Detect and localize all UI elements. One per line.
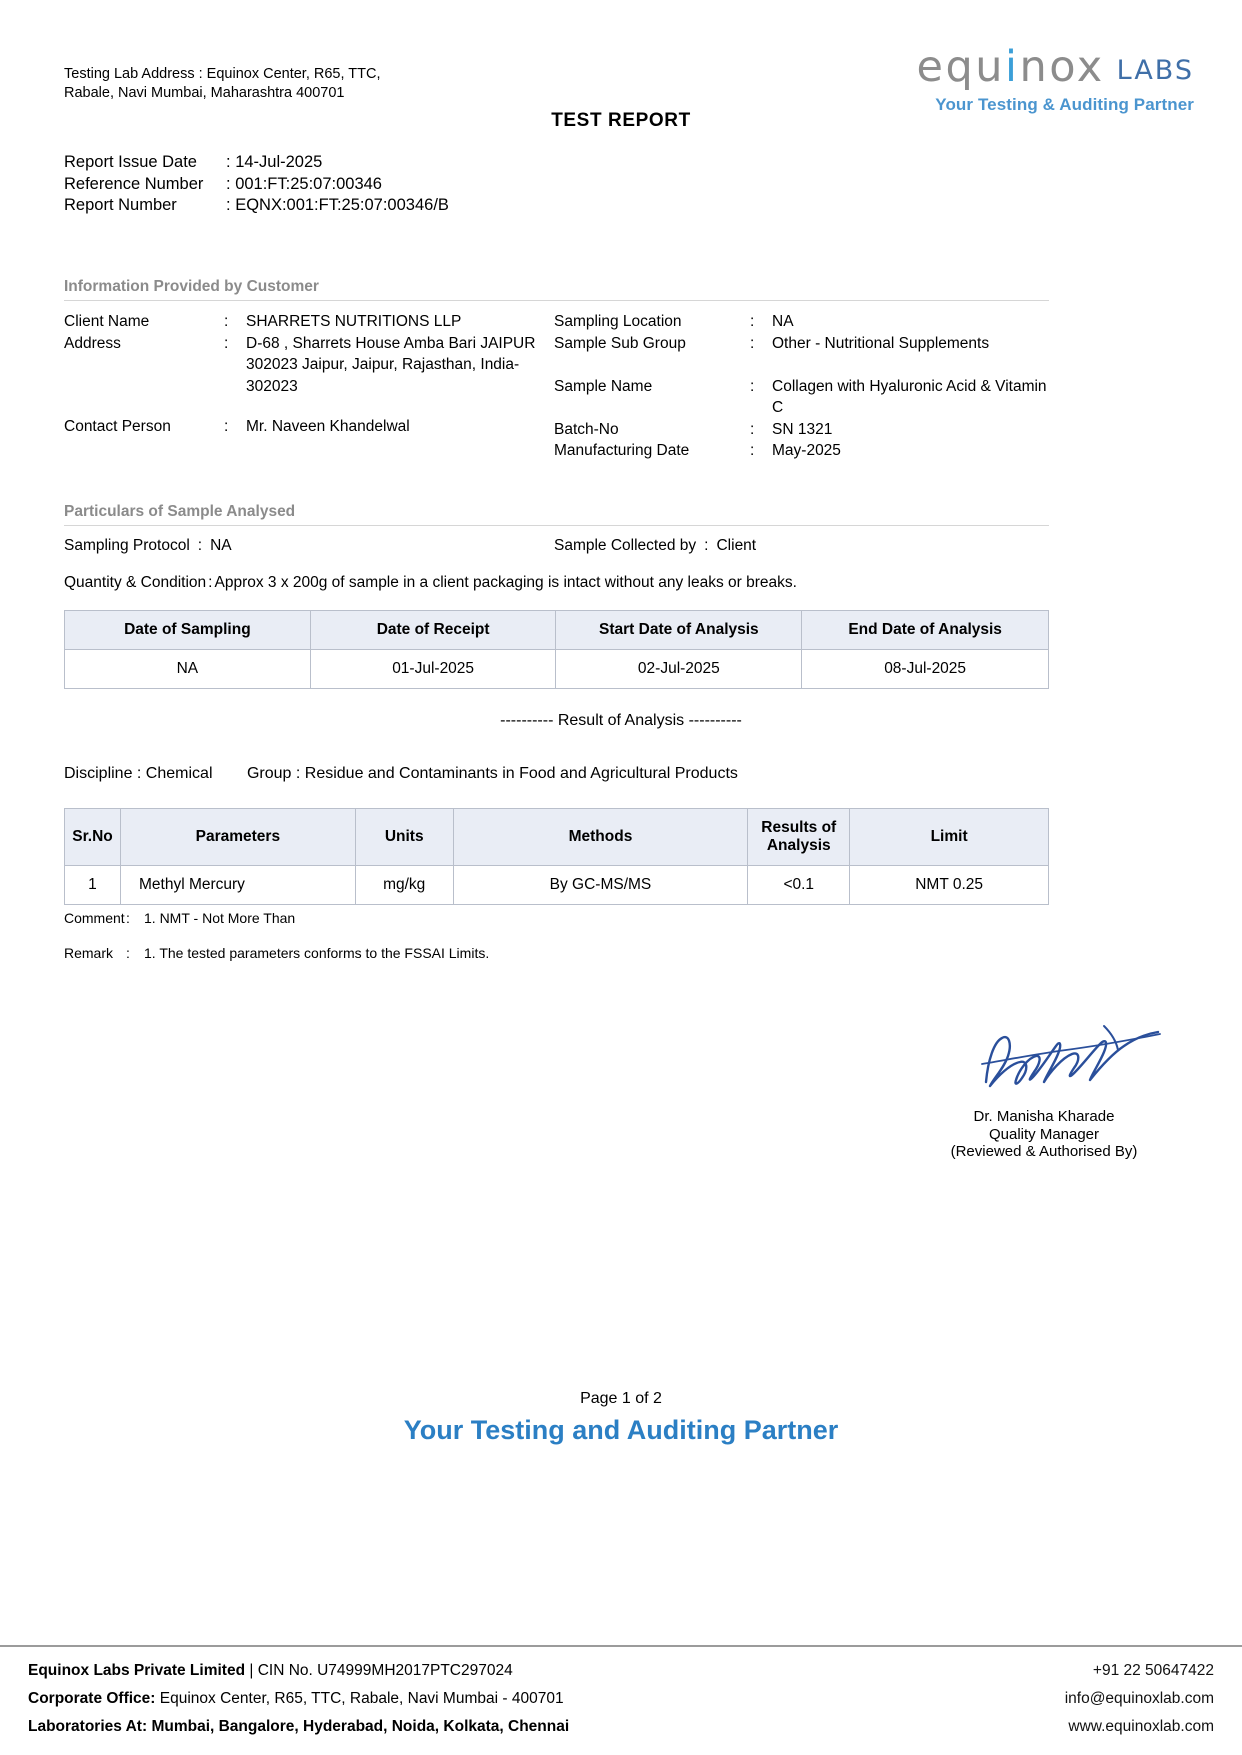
footer-left-text [28, 1685, 564, 1713]
results-table [64, 808, 1049, 905]
colon: : [226, 153, 231, 171]
cell-units: mg/kg [355, 866, 453, 905]
field-address [64, 333, 554, 398]
field-sample-name [554, 376, 1049, 419]
result-of-analysis-banner: ---------- Result of Analysis ---------- [500, 712, 742, 729]
field-value: Approx 3 x 200g of sample in a client packaging is intact without any leaks or breaks. [214, 574, 797, 591]
footer-separator: | [245, 1662, 258, 1679]
column-header-limit: Limit [850, 809, 1049, 866]
footer-office-label: Corporate Office: [28, 1690, 156, 1707]
field-label: Quantity & Condition [64, 574, 207, 591]
page-footer [0, 1645, 1242, 1755]
comment-value: 1. NMT - Not More Than [144, 910, 296, 926]
cell-srno: 1 [65, 866, 121, 905]
reference-number-value [226, 174, 382, 196]
customer-info-section [64, 278, 1049, 511]
colon: : [224, 334, 229, 352]
cell-date-of-sampling: NA [65, 650, 311, 689]
cell-limit: NMT 0.25 [850, 866, 1049, 905]
field-value: SN 1321 [772, 420, 833, 438]
dates-table-body [65, 650, 1049, 689]
footer-row [28, 1657, 1214, 1685]
report-number-label: Report Number [64, 196, 177, 214]
footer-left-text [28, 1713, 569, 1741]
customer-info-right-column [554, 311, 1049, 462]
footer-phone[interactable]: +91 22 50647422 [1092, 1662, 1214, 1679]
cell-method: By GC-MS/MS [453, 866, 748, 905]
column-header-methods: Methods [453, 809, 748, 866]
field-sample-sub-group [554, 333, 1049, 355]
field-value: Other - Nutritional Supplements [772, 334, 990, 352]
equinox-wordmark [916, 42, 1105, 92]
signatory-authorisation-note: (Reviewed & Authorised By) [950, 1143, 1138, 1160]
discipline-group-row [64, 765, 738, 783]
report-meta-row [64, 195, 449, 217]
footer-company-name: Equinox Labs Private Limited [28, 1662, 246, 1679]
column-header-date-of-receipt: Date of Receipt [310, 611, 556, 650]
customer-info-grid [64, 311, 1049, 511]
cell-parameter: Methyl Mercury [120, 866, 355, 905]
field-label: Sample Sub Group [554, 334, 686, 352]
field-value: D-68 , Sharrets House Amba Bari JAIPUR 302023 Jaipur, Jaipur, Rajasthan, India-302023 [246, 334, 536, 395]
cell-end-date: 08-Jul-2025 [802, 650, 1049, 689]
logo-text-part1: equ [916, 42, 1006, 92]
page-title: TEST REPORT [551, 110, 691, 131]
report-meta [64, 152, 449, 217]
results-table-container [64, 808, 1049, 905]
dates-table [64, 610, 1049, 689]
results-table-body [65, 866, 1049, 905]
colon: : [750, 377, 755, 395]
discipline-text: Discipline : Chemical [64, 765, 213, 782]
field-label: Sample Collected by [554, 537, 697, 554]
particulars-row [64, 537, 1049, 559]
field-value: May-2025 [772, 442, 841, 459]
colon: : [224, 313, 229, 330]
dates-table-head [65, 611, 1049, 650]
column-header-srno: Sr.No [65, 809, 121, 866]
field-batch-no [554, 419, 1049, 441]
field-label: Manufacturing Date [554, 442, 690, 459]
field-manufacturing-date [554, 440, 1049, 462]
field-label: Sample Name [554, 377, 653, 395]
colon: : [704, 537, 709, 554]
field-value: SHARRETS NUTRITIONS LLP [246, 313, 462, 330]
labs-wordmark: LABS [1116, 55, 1194, 86]
colon: : [750, 313, 755, 330]
field-value: NA [210, 537, 232, 554]
page-number: Page 1 of 2 [580, 1390, 662, 1407]
company-logo [864, 42, 1194, 115]
remark-value: 1. The tested parameters conforms to the FSSAI Limits. [144, 945, 490, 961]
colon: : [750, 442, 755, 459]
column-header-end-date: End Date of Analysis [802, 611, 1049, 650]
report-issue-date-value [226, 152, 322, 174]
field-client-name [64, 311, 554, 333]
comment-row [64, 910, 295, 926]
field-sampling-protocol [64, 537, 232, 555]
report-meta-row [64, 174, 449, 196]
field-value: Client [716, 537, 757, 554]
column-header-date-of-sampling: Date of Sampling [65, 611, 311, 650]
value: 001:FT:25:07:00346 [235, 174, 382, 193]
logo-tagline: Your Testing & Auditing Partner [935, 95, 1194, 114]
column-header-results-of-analysis: Results of Analysis [748, 809, 850, 866]
logo-text-part2: nox [1019, 42, 1105, 92]
lab-address: Testing Lab Address : Equinox Center, R65, TTC, Rabale, Navi Mumbai, Maharashtra 400701 [64, 66, 381, 101]
particulars-heading: Particulars of Sample Analysed [64, 503, 1049, 526]
report-issue-date-label: Report Issue Date [64, 153, 197, 171]
table-header-row [65, 611, 1049, 650]
particulars-section [64, 503, 1049, 592]
signatory-name: Dr. Manisha Kharade [973, 1108, 1115, 1125]
colon: : [750, 334, 755, 352]
table-row [65, 650, 1049, 689]
remark-label: Remark [64, 945, 114, 961]
table-row [65, 866, 1049, 905]
footer-tagline: Your Testing and Auditing Partner [403, 1415, 839, 1445]
table-header-row [65, 809, 1049, 866]
column-header-units: Units [355, 809, 453, 866]
dates-table-container [64, 610, 1049, 689]
group-text: Group : Residue and Contaminants in Food and Agricultural Products [246, 765, 738, 782]
colon: : [208, 574, 213, 591]
field-sample-collected-by [554, 537, 756, 555]
field-value: Mr. Naveen Khandelwal [246, 418, 410, 435]
report-meta-row [64, 152, 449, 174]
field-label: Sampling Location [554, 313, 682, 330]
footer-row [28, 1685, 1214, 1713]
cell-result: <0.1 [748, 866, 850, 905]
footer-row [28, 1713, 1214, 1741]
footer-laboratories: Laboratories At: Mumbai, Bangalore, Hyderabad, Noida, Kolkata, Chennai [28, 1718, 570, 1735]
value: EQNX:001:FT:25:07:00346/B [235, 196, 449, 214]
reference-number-label: Reference Number [64, 174, 204, 193]
field-label: Client Name [64, 313, 150, 330]
field-label: Batch-No [554, 420, 619, 438]
customer-info-left-column [64, 311, 554, 438]
cell-start-date: 02-Jul-2025 [556, 650, 802, 689]
signature-image [894, 1020, 1194, 1100]
spacer [554, 354, 1049, 376]
colon: : [750, 420, 755, 438]
field-label: Sampling Protocol [64, 537, 190, 554]
field-value: Collagen with Hyaluronic Acid & Vitamin C [772, 377, 1047, 416]
logo-i-accent-icon: i [1005, 42, 1020, 92]
colon: : [197, 537, 203, 554]
colon: : [126, 945, 130, 961]
footer-left-text [28, 1657, 513, 1685]
footer-office-address: Equinox Center, R65, TTC, Rabale, Navi Mumbai - 400701 [159, 1690, 564, 1707]
footer-website[interactable]: www.equinoxlab.com [1068, 1718, 1214, 1735]
colon: : [126, 910, 130, 926]
cell-date-of-receipt: 01-Jul-2025 [310, 650, 556, 689]
column-header-start-date: Start Date of Analysis [556, 611, 802, 650]
colon: : [226, 196, 231, 214]
field-contact-person [64, 416, 554, 438]
remark-row [64, 945, 489, 961]
column-header-parameters: Parameters [120, 809, 355, 866]
colon: : [224, 418, 229, 435]
report-number-value [226, 195, 449, 217]
signatory-designation: Quality Manager [988, 1125, 1100, 1143]
field-value: NA [772, 313, 794, 330]
field-sampling-location [554, 311, 1049, 333]
results-table-head [65, 809, 1049, 866]
colon: : [226, 174, 231, 193]
footer-email[interactable]: info@equinoxlab.com [1064, 1690, 1214, 1707]
field-label: Contact Person [64, 418, 171, 435]
field-quantity-condition [64, 574, 1049, 592]
field-label: Address [64, 334, 121, 352]
customer-info-heading: Information Provided by Customer [64, 278, 1049, 301]
comment-label: Comment [64, 910, 125, 926]
footer-cin: CIN No. U74999MH2017PTC297024 [257, 1662, 513, 1679]
handwritten-signature-icon [976, 1020, 1166, 1100]
value: 14-Jul-2025 [235, 153, 323, 171]
signature-block [894, 1020, 1194, 1161]
